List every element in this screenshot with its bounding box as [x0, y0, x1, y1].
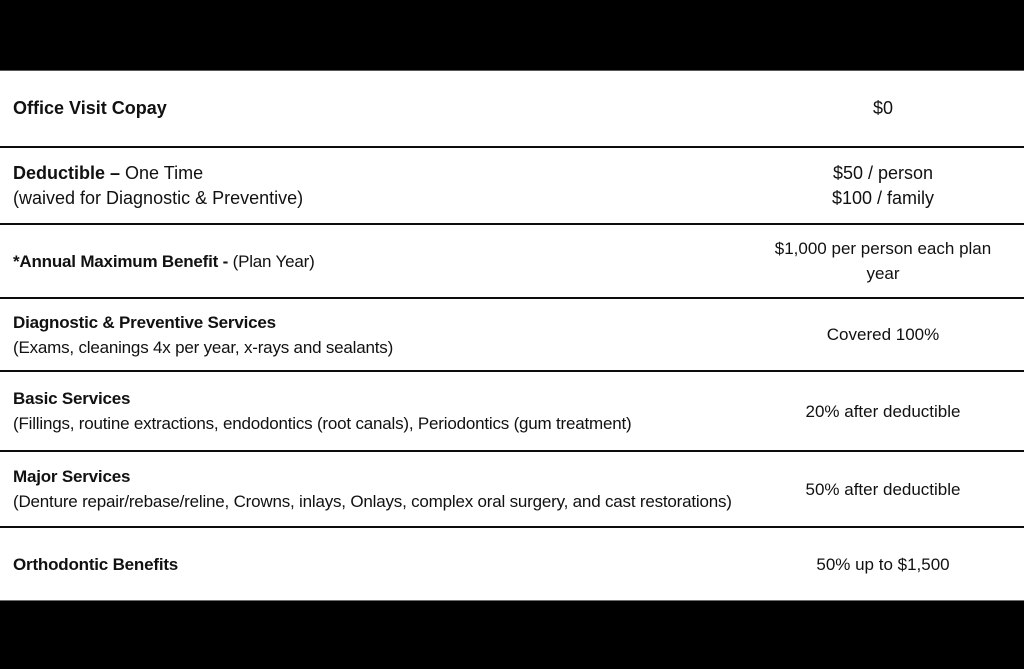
benefit-row-diagnostic-preventive: [0, 297, 1024, 370]
benefit-row-office-visit-copay: [0, 71, 1024, 146]
benefit-title: *Annual Maximum Benefit -: [13, 251, 229, 271]
benefit-description: (Fillings, routine extractions, endodontics (root canals), Periodontics (gum treatment): [13, 414, 632, 433]
benefit-row-basic-services: [0, 370, 1024, 450]
benefit-value: 50% up to $1,500: [816, 554, 950, 574]
benefit-row-major-services: [0, 450, 1024, 526]
benefit-value-cell: [742, 528, 1024, 600]
benefit-value-cell: [742, 452, 1024, 526]
benefit-name-cell: [0, 71, 742, 146]
benefits-table: [0, 70, 1024, 601]
benefit-title-line: [13, 552, 734, 577]
benefit-title-detail: One Time: [125, 162, 204, 183]
benefit-value-cell: [742, 372, 1024, 450]
benefit-name-cell: [0, 299, 742, 370]
benefit-title-line: [13, 249, 734, 274]
benefit-row-annual-maximum: [0, 223, 1024, 297]
benefit-name-cell: [0, 148, 742, 223]
benefit-title: Deductible –: [13, 162, 121, 183]
benefit-title-line: [13, 464, 734, 489]
benefit-row-deductible: [0, 146, 1024, 223]
benefit-row-orthodontic: [0, 526, 1024, 600]
benefit-title-line: [13, 386, 734, 411]
benefit-name-cell: [0, 452, 742, 526]
benefit-description: (Exams, cleanings 4x per year, x-rays and sealants): [13, 337, 394, 357]
benefit-title-line: [13, 310, 734, 335]
benefit-title: Orthodontic Benefits: [13, 554, 179, 574]
benefit-title: Major Services: [13, 467, 131, 486]
benefit-value: $0: [872, 98, 894, 118]
bottom-black-bar: [0, 601, 1024, 669]
benefit-title: Office Visit Copay: [13, 98, 167, 118]
benefit-title: Diagnostic & Preventive Services: [13, 312, 276, 332]
benefit-value: 50% after deductible: [805, 479, 961, 499]
benefit-name-cell: [0, 225, 742, 297]
benefit-value-cell: [742, 71, 1024, 146]
benefit-title-line: [13, 96, 734, 121]
benefit-value: $50 / person: [832, 162, 934, 183]
benefit-value: $100 / family: [831, 187, 935, 208]
top-black-bar: [0, 0, 1024, 70]
benefit-name-cell: [0, 372, 742, 450]
benefit-title-line: [13, 161, 734, 186]
benefit-value: $1,000 per person each plan year: [774, 239, 992, 283]
benefit-value-cell: [742, 225, 1024, 297]
benefit-description: (Denture repair/rebase/reline, Crowns, inlays, Onlays, complex oral surgery, and cast restorations): [13, 492, 732, 511]
benefit-value-cell: [742, 299, 1024, 370]
benefit-description: (waived for Diagnostic & Preventive): [13, 187, 304, 208]
benefit-name-cell: [0, 528, 742, 600]
benefit-title: Basic Services: [13, 389, 131, 408]
benefit-value: Covered 100%: [826, 325, 940, 344]
benefit-title-detail: (Plan Year): [232, 251, 315, 271]
benefit-value-cell: [742, 148, 1024, 223]
benefit-value: 20% after deductible: [805, 401, 961, 421]
